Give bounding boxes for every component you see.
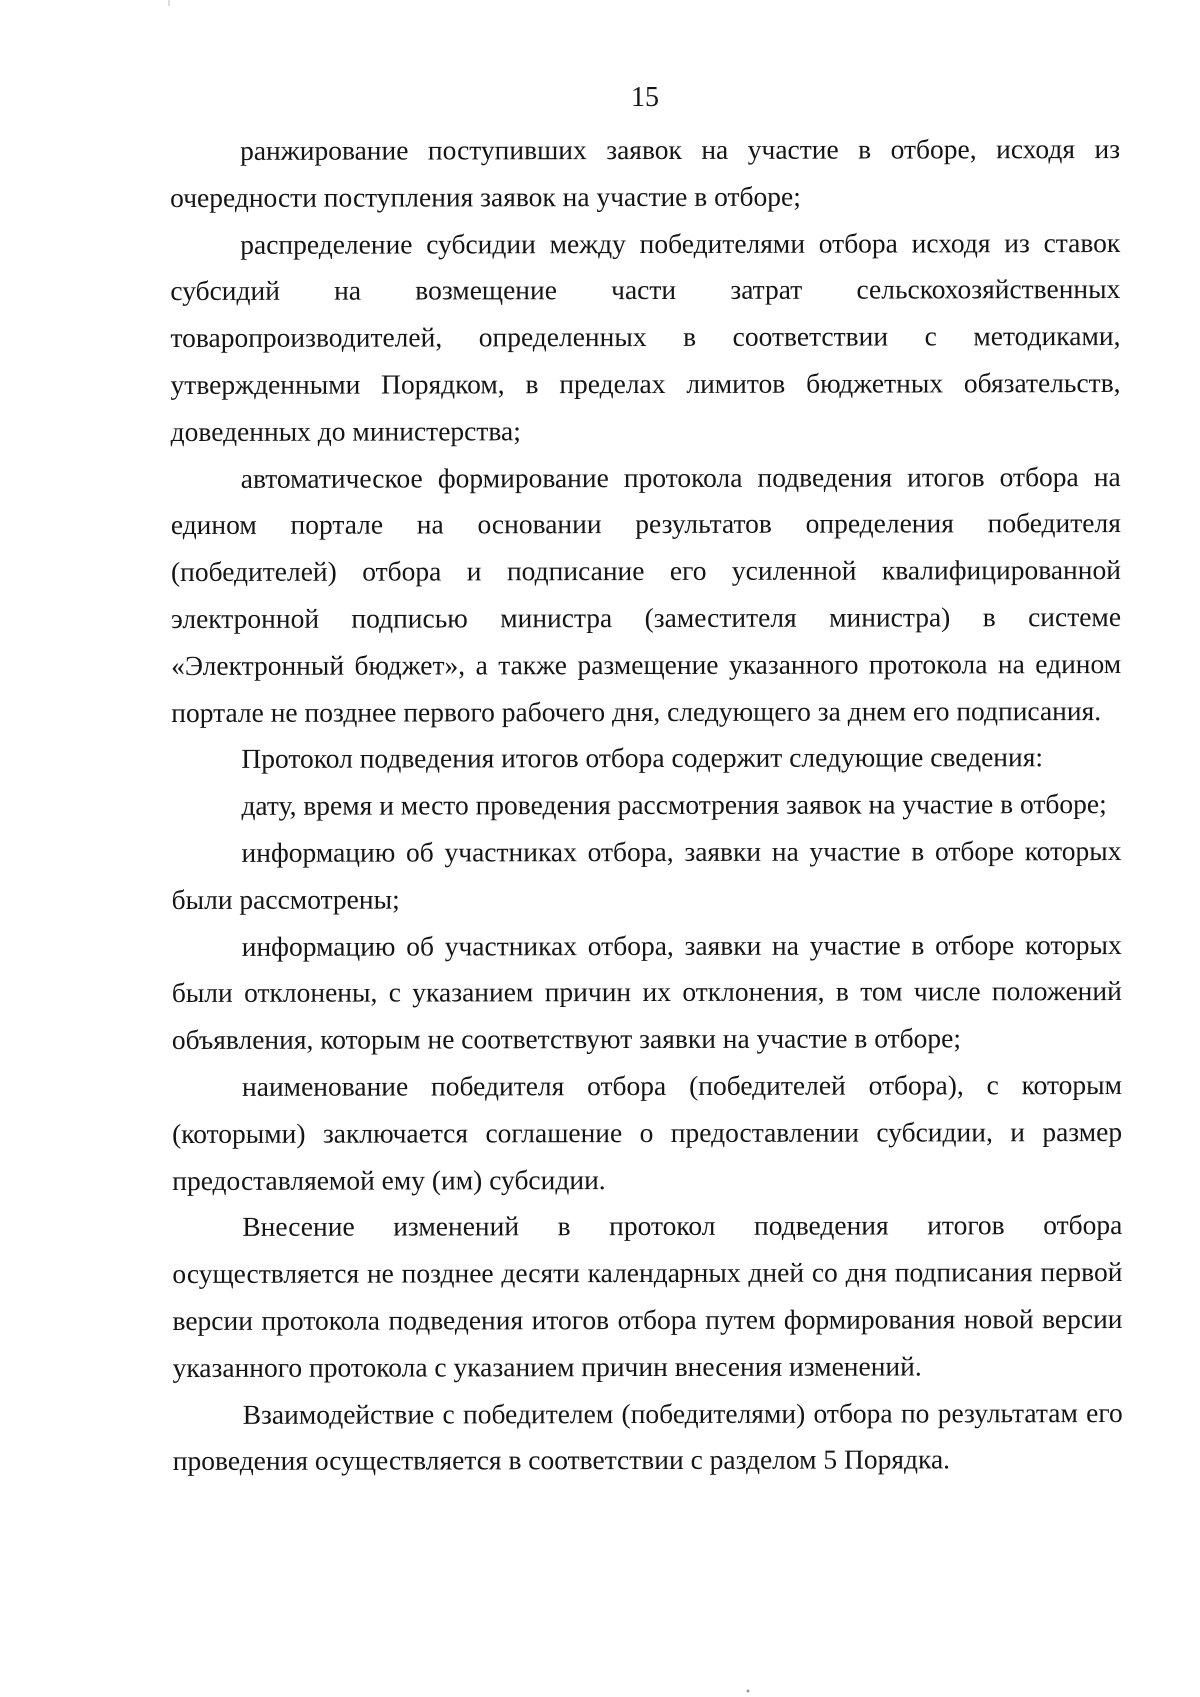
paragraph-ranking: ранжирование поступивших заявок на участие в отборе, исходя из очередности поступления заявок на участие в отборе; [170,133,1121,213]
paragraph-protocol-changes: Внесение изменений в протокол подведения итогов отбора осуществляется не позднее десяти календарных дней со дня подписания первой версии протокола подведения итогов отбора путем формирования новой версии указанного протокола с указанием причин внесения изменений. [172,1209,1123,1383]
scan-mark [165,0,173,8]
paragraph-distribution: распределение субсидии между победителями отбора исходя из ставок субсидий на возмещение части затрат сельскохозяйственных товаропроизводителей, определенных в соответствии с методиками, утвержденными Порядком, в пределах лимитов бюджетных обязательств, доведенных до министерства; [170,226,1121,447]
document-body [170,126,1123,1485]
paragraph-winner-interaction: Взаимодействие с победителем (победителями) отбора по результатам его проведения осуществляется в соответствии с разделом 5 Порядка. [172,1396,1123,1477]
page-number: 15 [631,82,659,113]
paragraph-winner-name: наименование победителя отбора (победителей отбора), с которым (которыми) заключается соглашение о предоставлении субсидии, и размер предоставляемой ему (им) субсидии. [172,1068,1123,1196]
paragraph-rejected-participants: информацию об участниках отбора, заявки на участие в отборе которых были отклонены, с указанием причин их отклонения, в том числе положений объявления, которым не соответствуют заявки на участие в отборе; [171,928,1122,1056]
paragraph-reviewed-participants: информацию об участниках отбора, заявки на участие в отборе которых были рассмотрены; [171,834,1122,915]
scan-mark-bottom [745,1688,751,1694]
paragraph-date-time-place: дату, время и место проведения рассмотрения заявок на участие в отборе; [241,788,1107,822]
paragraph-protocol-contents: Протокол подведения итогов отбора содержит следующие сведения: [241,741,1044,775]
paragraph-protocol-generation: автоматическое формирование протокола подведения итогов отбора на едином портале на основании результатов определения победителя (победителей) отбора и подписание его усиленной квалифицированной электронной подписью министра (заместителя министра) в системе «Электронный бюджет», а также размещение указанного протокола на едином портале не позднее первого рабочего дня, следующего за днем его подписания. [170,460,1122,728]
